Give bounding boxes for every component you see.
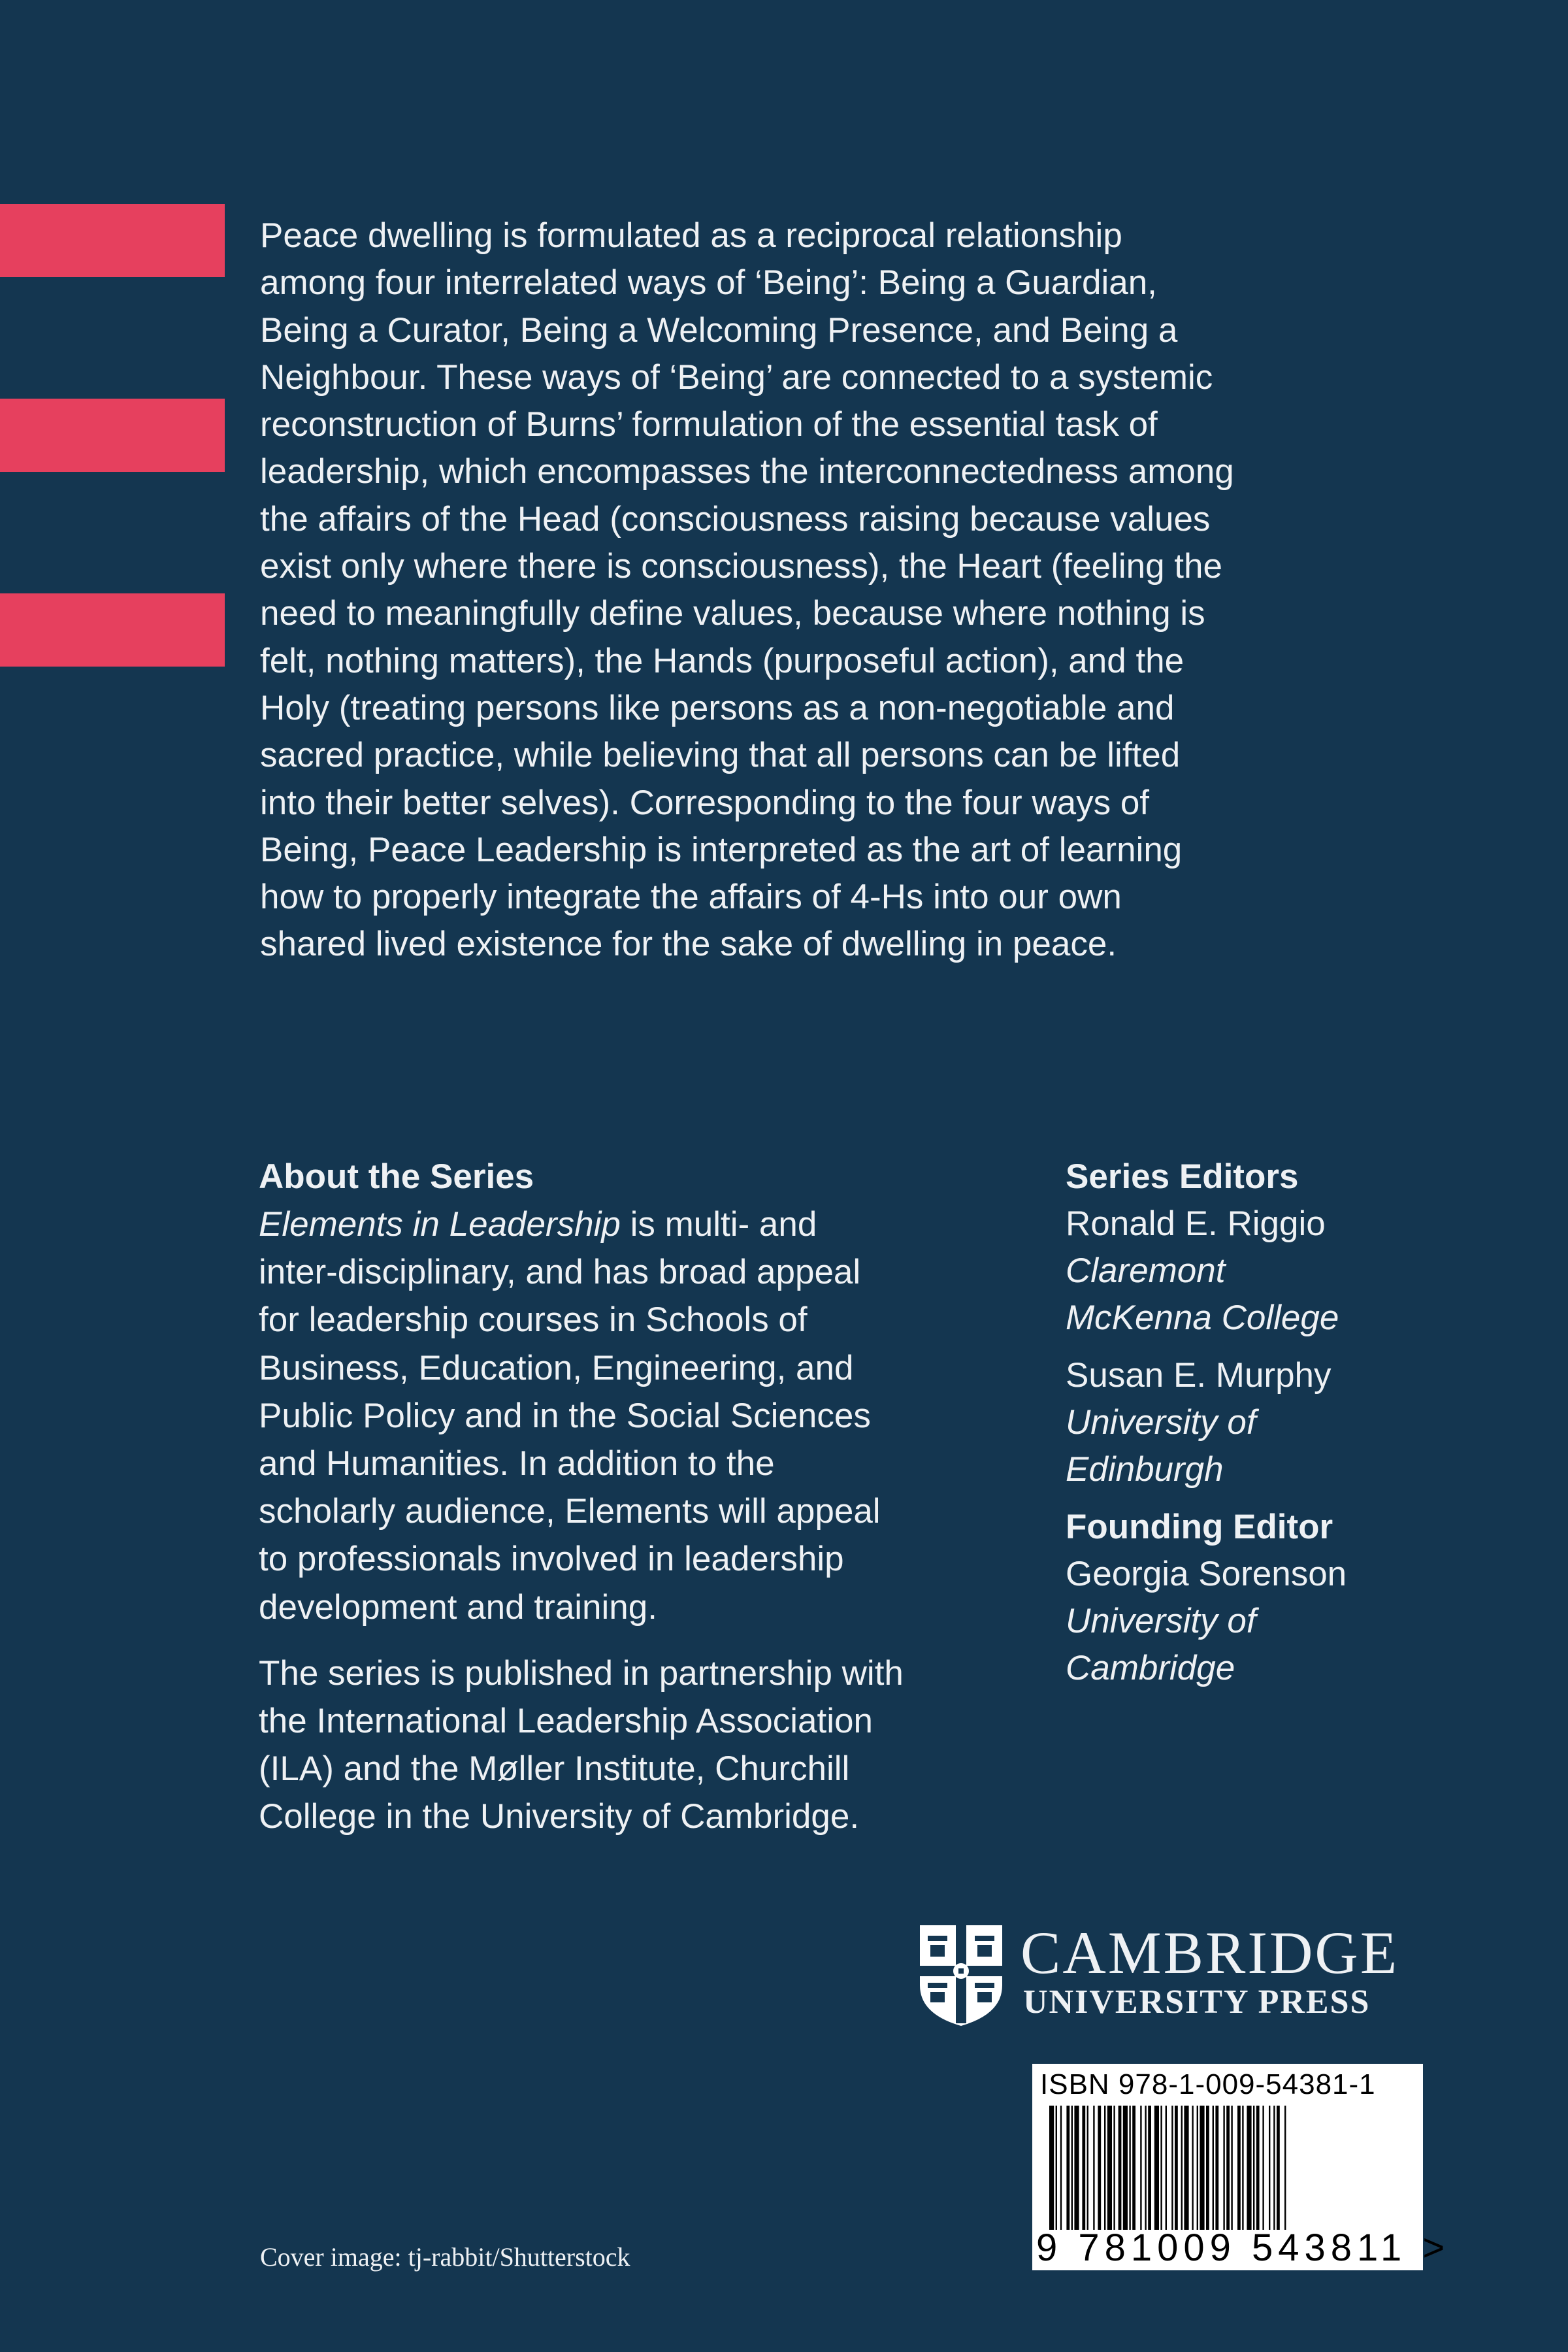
about-paragraph [259, 1201, 1030, 1631]
series-title: Elements in Leadership [259, 1205, 621, 1244]
partnership-line: College in the University of Cambridge. [259, 1797, 860, 1836]
partnership-paragraph [259, 1649, 1030, 1841]
description-line: Holy (treating persons like persons as a non-negotiable and [260, 688, 1175, 727]
about-line: to professionals involved in leadership [259, 1540, 844, 1579]
editor-affiliation: Edinburgh [1066, 1450, 1224, 1489]
description-line: Being, Peace Leadership is interpreted as the art of learning [260, 830, 1183, 869]
description-line: Peace dwelling is formulated as a reciprocal relationship [260, 216, 1122, 255]
editor-affiliation: McKenna College [1066, 1299, 1339, 1337]
book-description [260, 212, 1436, 969]
publisher-subname: UNIVERSITY PRESS [1023, 1983, 1371, 2021]
about-line: development and training. [259, 1587, 657, 1627]
about-first-line-rest: is multi- and [620, 1205, 817, 1244]
description-line: reconstruction of Burns’ formulation of the essential task of [260, 405, 1158, 444]
about-line: Public Policy and in the Social Sciences [259, 1396, 871, 1435]
series-editors-heading: Series Editors [1066, 1157, 1299, 1196]
isbn-number: ISBN 978-1-009-54381-1 [1040, 2068, 1376, 2100]
founding-editor-affiliation: Cambridge [1066, 1649, 1235, 1687]
founding-editor-affiliation: University of [1066, 1602, 1256, 1640]
publisher-name: CAMBRIDGE [1021, 1919, 1399, 1986]
editor-affiliation: University of [1066, 1403, 1256, 1442]
series-editors [1066, 1153, 1523, 1692]
description-line: shared lived existence for the sake of dwelling in peace. [260, 925, 1117, 964]
barcode-icon [1049, 2106, 1389, 2230]
description-line: among four interrelated ways of ‘Being’: Being a Guardian, [260, 263, 1157, 303]
accent-stripe [0, 204, 225, 277]
about-line: inter-disciplinary, and has broad appeal [259, 1253, 861, 1292]
description-line: sacred practice, while believing that all persons can be lifted [260, 736, 1181, 775]
editor-name: Ronald E. Riggio [1066, 1204, 1326, 1243]
about-line: for leadership courses in Schools of [259, 1300, 808, 1340]
founding-editor-heading: Founding Editor [1066, 1508, 1333, 1546]
about-the-series [259, 1153, 1030, 1841]
editor-name: Susan E. Murphy [1066, 1356, 1331, 1395]
about-first-line [259, 1201, 1030, 1248]
description-line: the affairs of the Head (consciousness raising because values [260, 499, 1211, 538]
partnership-line: The series is published in partnership with [259, 1653, 904, 1693]
founding-editor-name: Georgia Sorenson [1066, 1555, 1347, 1593]
isbn-barcode [1032, 2064, 1450, 2270]
description-line: into their better selves). Corresponding to the four ways of [260, 783, 1150, 822]
about-heading: About the Series [259, 1157, 534, 1196]
cover-image-credit: Cover image: tj-rabbit/Shutterstock [260, 2242, 630, 2272]
about-line: Business, Education, Engineering, and [259, 1348, 854, 1387]
cambridge-shield-icon [917, 1923, 1005, 2027]
accent-stripe [0, 593, 225, 667]
description-line: leadership, which encompasses the interconnectedness among [260, 452, 1234, 491]
description-line: how to properly integrate the affairs of 4-Hs into our own [260, 878, 1122, 917]
partnership-line: (ILA) and the Møller Institute, Churchill [259, 1749, 850, 1789]
publisher-logo [917, 1919, 1420, 2027]
about-line: and Humanities. In addition to the [259, 1444, 775, 1483]
description-line: exist only where there is consciousness), the Heart (feeling the [260, 547, 1222, 586]
about-line: scholarly audience, Elements will appeal [259, 1492, 881, 1531]
editor-affiliation: Claremont [1066, 1251, 1226, 1290]
description-line: Neighbour. These ways of ‘Being’ are connected to a systemic [260, 357, 1213, 397]
description-line: felt, nothing matters), the Hands (purposeful action), and the [260, 641, 1184, 680]
accent-stripe [0, 399, 225, 472]
partnership-line: the International Leadership Association [259, 1702, 873, 1741]
description-line: Being a Curator, Being a Welcoming Presence, and Being a [260, 310, 1178, 350]
barcode-digits: 9 781009 543811 > [1036, 2227, 1450, 2269]
description-line: need to meaningfully define values, because where nothing is [260, 594, 1205, 633]
